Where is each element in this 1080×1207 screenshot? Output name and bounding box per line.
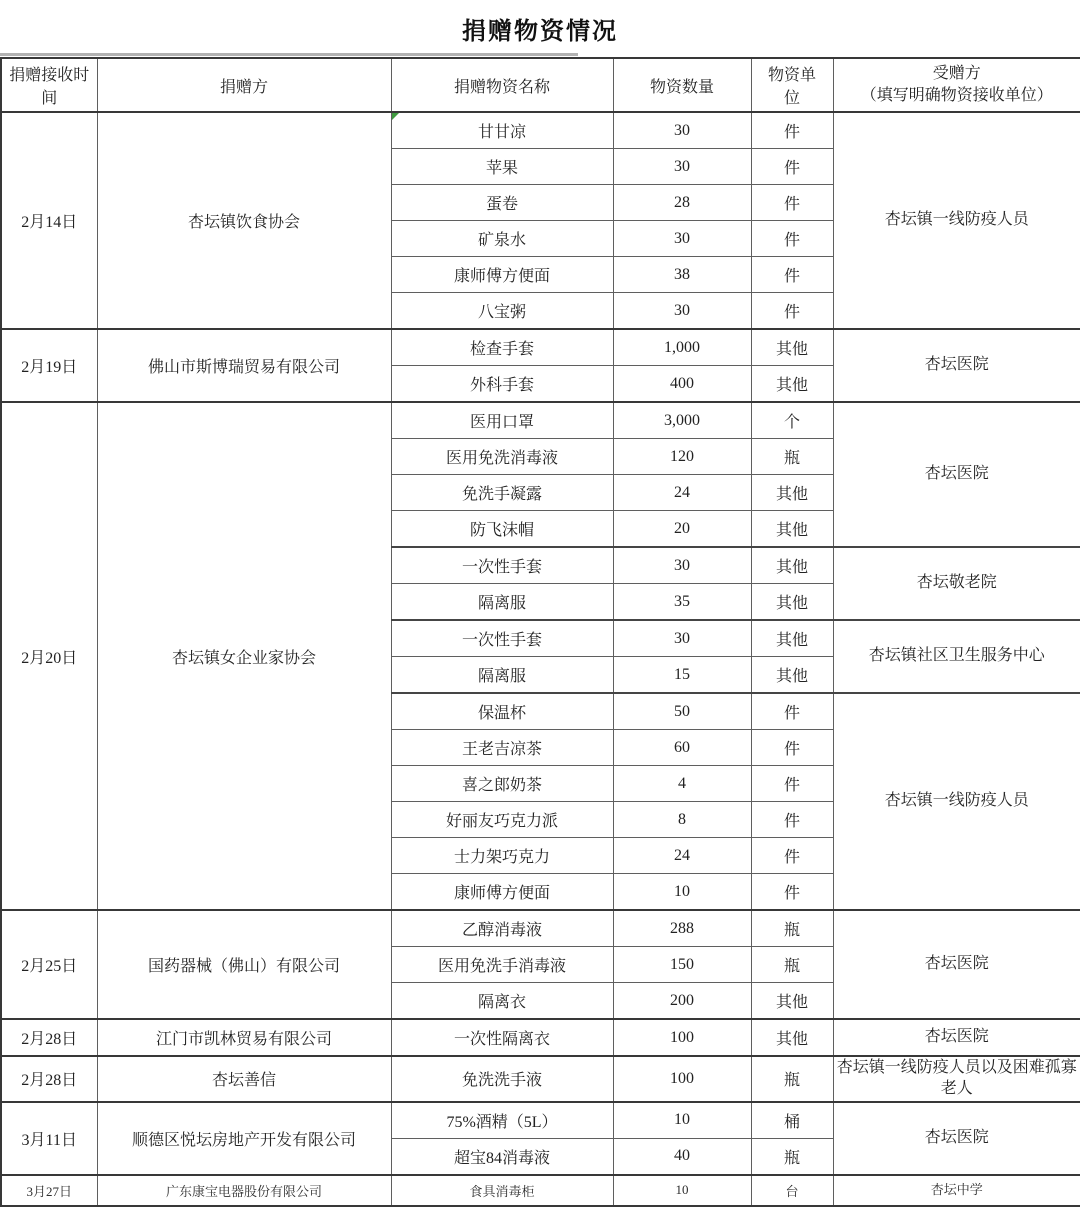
unit-cell: 件 [751,293,833,330]
unit-cell: 件 [751,802,833,838]
table-row [1,1056,1080,1102]
item-name-cell: 保温杯 [391,693,613,730]
unit-cell: 个 [751,402,833,439]
table-row [1,329,1080,366]
unit-cell: 其他 [751,983,833,1020]
table-row [1,112,1080,149]
unit-cell: 桶 [751,1102,833,1139]
header-col-donor: 捐赠方 [97,58,391,112]
item-name-cell: 一次性手套 [391,620,613,657]
item-name-cell: 王老吉凉茶 [391,730,613,766]
date-cell: 2月14日 [1,112,97,329]
donation-table [0,57,1080,1207]
item-name-cell: 好丽友巧克力派 [391,802,613,838]
unit-cell: 其他 [751,584,833,621]
header-col-item: 捐赠物资名称 [391,58,613,112]
donor-cell: 杏坛镇饮食协会 [97,112,391,329]
unit-cell: 其他 [751,620,833,657]
item-name-cell: 医用口罩 [391,402,613,439]
table-row [1,1175,1080,1206]
quantity-cell: 10 [613,1102,751,1139]
item-name-cell: 超宝84消毒液 [391,1138,613,1175]
quantity-cell: 30 [613,221,751,257]
recipient-cell: 杏坛中学 [833,1175,1080,1206]
recipient-cell: 杏坛医院 [833,329,1080,402]
item-name-cell: 苹果 [391,149,613,185]
unit-cell: 其他 [751,366,833,403]
item-name-cell: 一次性隔离衣 [391,1019,613,1056]
unit-cell: 瓶 [751,439,833,475]
item-name-cell: 隔离衣 [391,983,613,1020]
quantity-cell: 40 [613,1138,751,1175]
item-name-cell: 康师傅方便面 [391,257,613,293]
quantity-cell: 60 [613,730,751,766]
page-title: 捐赠物资情况 [462,19,618,45]
item-name-cell: 一次性手套 [391,547,613,584]
date-cell: 2月25日 [1,910,97,1019]
item-name-cell: 外科手套 [391,366,613,403]
item-name-cell: 医用免洗消毒液 [391,439,613,475]
unit-cell: 件 [751,730,833,766]
unit-cell: 其他 [751,1019,833,1056]
quantity-cell: 30 [613,112,751,149]
quantity-cell: 30 [613,293,751,330]
table-row [1,402,1080,439]
item-name-cell: 75%酒精（5L） [391,1102,613,1139]
header-col-time: 捐赠接收时间 [1,58,97,112]
donor-cell: 国药器械（佛山）有限公司 [97,910,391,1019]
donor-cell: 杏坛善信 [97,1056,391,1102]
quantity-cell: 1,000 [613,329,751,366]
donor-cell: 顺德区悦坛房地产开发有限公司 [97,1102,391,1175]
donor-cell: 江门市凯林贸易有限公司 [97,1019,391,1056]
date-cell: 2月19日 [1,329,97,402]
quantity-cell: 10 [613,1175,751,1206]
quantity-cell: 50 [613,693,751,730]
quantity-cell: 24 [613,475,751,511]
donor-cell: 佛山市斯博瑞贸易有限公司 [97,329,391,402]
date-cell: 2月28日 [1,1056,97,1102]
item-name-cell: 矿泉水 [391,221,613,257]
recipient-cell: 杏坛镇一线防疫人员以及困难孤寡老人 [833,1056,1080,1102]
date-cell: 3月11日 [1,1102,97,1175]
quantity-cell: 200 [613,983,751,1020]
table-header [1,58,1080,112]
date-cell: 3月27日 [1,1175,97,1206]
recipient-cell: 杏坛医院 [833,1019,1080,1056]
quantity-cell: 24 [613,838,751,874]
quantity-cell: 150 [613,947,751,983]
quantity-cell: 8 [613,802,751,838]
unit-cell: 其他 [751,329,833,366]
item-name-cell: 食具消毒柜 [391,1175,613,1206]
quantity-cell: 4 [613,766,751,802]
quantity-cell: 35 [613,584,751,621]
item-name-cell: 医用免洗手消毒液 [391,947,613,983]
item-name-cell: 隔离服 [391,657,613,694]
quantity-cell: 30 [613,149,751,185]
unit-cell: 件 [751,838,833,874]
recipient-cell: 杏坛镇社区卫生服务中心 [833,620,1080,693]
quantity-cell: 100 [613,1056,751,1102]
quantity-cell: 100 [613,1019,751,1056]
unit-cell: 件 [751,874,833,911]
quantity-cell: 10 [613,874,751,911]
unit-cell: 其他 [751,657,833,694]
item-name-cell: 士力架巧克力 [391,838,613,874]
item-name-cell: 免洗手凝露 [391,475,613,511]
item-name-cell: 防飞沫帽 [391,511,613,548]
comment-marker-icon [392,113,399,120]
quantity-cell: 15 [613,657,751,694]
unit-cell: 其他 [751,475,833,511]
unit-cell: 台 [751,1175,833,1206]
recipient-cell: 杏坛医院 [833,402,1080,547]
date-cell: 2月20日 [1,402,97,910]
table-row [1,1019,1080,1056]
unit-cell: 件 [751,766,833,802]
item-name-cell: 康师傅方便面 [391,874,613,911]
unit-cell: 件 [751,185,833,221]
unit-cell: 其他 [751,511,833,548]
quantity-cell: 28 [613,185,751,221]
recipient-cell: 杏坛镇一线防疫人员 [833,693,1080,910]
donor-cell: 杏坛镇女企业家协会 [97,402,391,910]
quantity-cell: 3,000 [613,402,751,439]
unit-cell: 其他 [751,547,833,584]
table-body [1,112,1080,1206]
unit-cell: 件 [751,112,833,149]
quantity-cell: 30 [613,547,751,584]
unit-cell: 件 [751,149,833,185]
unit-cell: 件 [751,221,833,257]
unit-cell: 瓶 [751,910,833,947]
recipient-cell: 杏坛敬老院 [833,547,1080,620]
quantity-cell: 120 [613,439,751,475]
unit-cell: 件 [751,693,833,730]
quantity-cell: 288 [613,910,751,947]
item-name-cell: 喜之郎奶茶 [391,766,613,802]
header-col-recipient: 受赠方 （填写明确物资接收单位） [833,58,1080,112]
page-title-bar [0,0,1080,57]
item-name-cell: 隔离服 [391,584,613,621]
item-name-cell: 乙醇消毒液 [391,910,613,947]
unit-cell: 瓶 [751,947,833,983]
table-row [1,1102,1080,1139]
recipient-cell: 杏坛镇一线防疫人员 [833,112,1080,329]
gridline-artifact [0,53,578,56]
unit-cell: 瓶 [751,1138,833,1175]
recipient-cell: 杏坛医院 [833,910,1080,1019]
header-row [1,58,1080,112]
item-name-cell: 蛋卷 [391,185,613,221]
quantity-cell: 30 [613,620,751,657]
recipient-cell: 杏坛医院 [833,1102,1080,1175]
item-name-cell: 甘甘凉 [391,112,613,149]
header-col-quantity: 物资数量 [613,58,751,112]
quantity-cell: 400 [613,366,751,403]
date-cell: 2月28日 [1,1019,97,1056]
unit-cell: 瓶 [751,1056,833,1102]
donor-cell: 广东康宝电器股份有限公司 [97,1175,391,1206]
quantity-cell: 20 [613,511,751,548]
header-col-unit: 物资单位 [751,58,833,112]
unit-cell: 件 [751,257,833,293]
table-row [1,910,1080,947]
item-name-cell: 免洗洗手液 [391,1056,613,1102]
item-name-cell: 检查手套 [391,329,613,366]
item-name-cell: 八宝粥 [391,293,613,330]
quantity-cell: 38 [613,257,751,293]
